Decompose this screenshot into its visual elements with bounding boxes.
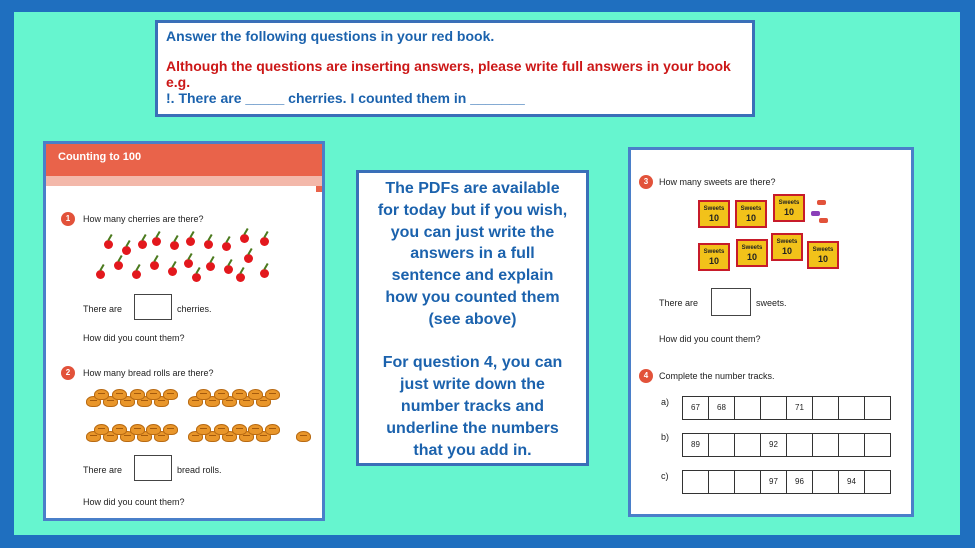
note-line: For question 4, you can (382, 354, 563, 372)
question-4-text: Complete the number tracks. (659, 371, 775, 381)
track-cell: 71 (786, 396, 813, 420)
pack-count: 10 (745, 213, 756, 223)
sweets-pack-icon (771, 233, 803, 261)
cherry-icon (150, 261, 159, 270)
bread-roll-icon (248, 389, 263, 400)
pack-label: Sweets (703, 206, 725, 212)
track-cell[interactable] (864, 470, 891, 494)
bread-roll-icon (146, 424, 161, 435)
cherry-icon (184, 259, 193, 268)
sweets-pack-icon (698, 200, 730, 228)
q2-answer-prefix: There are (83, 465, 123, 475)
cherry-icon (170, 241, 179, 250)
track-cell[interactable] (812, 433, 839, 457)
number-track-a (683, 396, 891, 420)
bread-roll-icon (248, 424, 263, 435)
bread-roll-icon (196, 389, 211, 400)
cherry-icon (114, 261, 123, 270)
pack-count: 10 (708, 213, 719, 223)
cherry-icon (104, 240, 113, 249)
q1-method-prompt: How did you count them? (83, 333, 185, 343)
track-cell[interactable] (760, 396, 787, 420)
q1-answer-prefix: There are (83, 304, 123, 314)
cherry-icon (260, 237, 269, 246)
pack-count: 10 (708, 256, 719, 266)
q2-answer-suffix: bread rolls. (177, 465, 222, 475)
q1-answer-suffix: cherries. (177, 304, 212, 314)
sweets-pack-icon (773, 194, 805, 222)
bread-roll-icon (265, 424, 280, 435)
q3-answer-prefix: There are (659, 298, 699, 308)
cherry-icon (224, 265, 233, 274)
number-track-b (683, 433, 891, 457)
instruction-example: !. There are _____ cherries. I counted them in _______ (166, 90, 525, 106)
track-cell[interactable] (734, 470, 761, 494)
pack-label: Sweets (776, 239, 798, 245)
worksheet-page-right (628, 147, 914, 517)
q2-method-prompt: How did you count them? (83, 497, 185, 507)
note-line: (see above) (428, 310, 517, 328)
pack-label: Sweets (812, 247, 834, 253)
bread-roll-icon (232, 389, 247, 400)
note-line: just write down the (400, 376, 545, 394)
question-2-text: How many bread rolls are there? (83, 368, 214, 378)
bread-roll-icon (163, 389, 178, 400)
q3-answer-box[interactable] (711, 288, 751, 316)
sweets-pack-icon (736, 239, 768, 267)
bread-roll-icon (130, 424, 145, 435)
bread-roll-icon (265, 389, 280, 400)
instruction-line-2: Although the questions are inserting answers, please write full answers in your book (166, 58, 731, 74)
question-number-2: 2 (61, 366, 75, 380)
track-cell: 89 (682, 433, 709, 457)
question-number-3: 3 (639, 175, 653, 189)
pack-count: 10 (746, 252, 757, 262)
question-number-4: 4 (639, 369, 653, 383)
instructions-box (155, 20, 755, 117)
bread-roll-icon (146, 389, 161, 400)
bread-roll-icon (232, 424, 247, 435)
track-cell[interactable] (838, 396, 865, 420)
cherry-icon (244, 254, 253, 263)
track-cell[interactable] (734, 396, 761, 420)
cherry-icon (222, 242, 231, 251)
instruction-line-3: e.g. (166, 74, 191, 90)
track-b-label: b) (661, 432, 670, 442)
pack-label: Sweets (703, 249, 725, 255)
number-track-c (683, 470, 891, 494)
note-box (356, 170, 589, 466)
cherry-icon (96, 270, 105, 279)
bread-roll-icon (130, 389, 145, 400)
candy-icon (819, 218, 828, 223)
cherry-icon (236, 273, 245, 282)
note-line: how you counted them (385, 288, 560, 306)
track-cell: 67 (682, 396, 709, 420)
bread-roll-icon (214, 424, 229, 435)
sweets-pack-icon (698, 243, 730, 271)
q2-answer-box[interactable] (134, 455, 172, 481)
note-line: number tracks and (400, 397, 545, 415)
note-line: that you add in. (413, 441, 532, 459)
cherry-icon (138, 240, 147, 249)
bread-roll-icon (94, 424, 109, 435)
track-cell: 94 (838, 470, 865, 494)
bread-roll-icon (94, 389, 109, 400)
track-cell: 92 (760, 433, 787, 457)
cherry-icon (260, 269, 269, 278)
note-line: for today but if you wish, (377, 201, 568, 219)
cherry-icon (132, 270, 141, 279)
pack-label: Sweets (741, 245, 763, 251)
track-a-label: a) (661, 397, 670, 407)
bread-roll-icon (296, 431, 311, 442)
sweets-pack-icon (807, 241, 839, 269)
track-cell: 96 (786, 470, 813, 494)
bread-roll-icon (112, 424, 127, 435)
pack-label: Sweets (740, 206, 762, 212)
track-cell[interactable] (812, 470, 839, 494)
pack-label: Sweets (778, 200, 800, 206)
pack-count: 10 (783, 207, 794, 217)
pack-count: 10 (817, 254, 828, 264)
question-number-1: 1 (61, 212, 75, 226)
candy-icon (817, 200, 826, 205)
title-band (46, 176, 322, 186)
page-title: Counting to 100 (58, 151, 142, 163)
bread-roll-icon (196, 424, 211, 435)
track-cell[interactable] (786, 433, 813, 457)
track-cell[interactable] (708, 470, 735, 494)
sweets-pack-icon (735, 200, 767, 228)
track-cell[interactable] (734, 433, 761, 457)
cherry-icon (186, 237, 195, 246)
cherry-icon (168, 267, 177, 276)
cherry-icon (240, 234, 249, 243)
track-cell: 68 (708, 396, 735, 420)
note-line: underline the numbers (386, 419, 559, 437)
q3-answer-suffix: sweets. (756, 298, 787, 308)
cherry-icon (122, 246, 131, 255)
cherry-icon (192, 273, 201, 282)
note-line: you can just write the (390, 223, 555, 241)
cherry-icon (204, 240, 213, 249)
bread-roll-icon (214, 389, 229, 400)
note-line: answers in a full (410, 245, 535, 263)
pack-count: 10 (781, 246, 792, 256)
bread-roll-icon (163, 424, 178, 435)
track-c-label: c) (661, 471, 669, 481)
track-cell[interactable] (838, 433, 865, 457)
track-cell[interactable] (864, 396, 891, 420)
q1-answer-box[interactable] (134, 294, 172, 320)
question-3-text: How many sweets are there? (659, 177, 776, 187)
q3-method-prompt: How did you count them? (659, 334, 761, 344)
worksheet-page-left (43, 141, 325, 521)
question-1-text: How many cherries are there? (83, 214, 204, 224)
note-line: sentence and explain (391, 267, 554, 285)
track-cell[interactable] (708, 433, 735, 457)
track-cell[interactable] (682, 470, 709, 494)
track-cell[interactable] (864, 433, 891, 457)
track-cell: 97 (760, 470, 787, 494)
cherry-icon (206, 262, 215, 271)
track-cell[interactable] (812, 396, 839, 420)
bread-roll-icon (112, 389, 127, 400)
cherry-icon (152, 237, 161, 246)
note-line: The PDFs are available (385, 180, 560, 197)
candy-icon (811, 211, 820, 216)
instruction-line-1: Answer the following questions in your red book. (166, 28, 495, 44)
